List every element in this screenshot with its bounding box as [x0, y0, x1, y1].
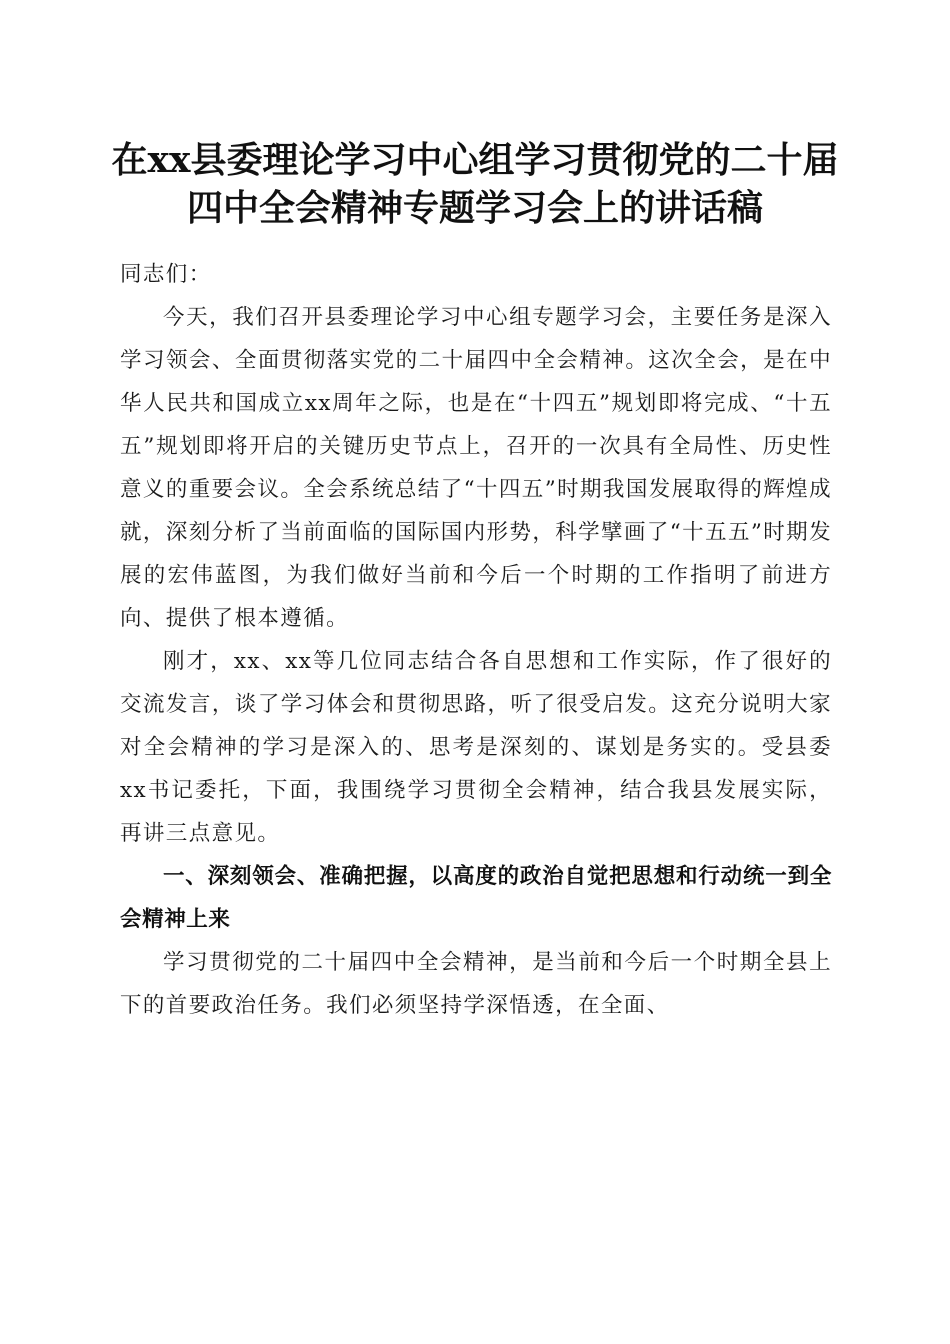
document-body: [120, 253, 832, 1027]
section-heading: 一、深刻领会、准确把握，以高度的政治自觉把思想和行动统一到全会精神上来: [120, 864, 832, 932]
salutation: 同志们：: [120, 262, 212, 287]
paragraph-second: 刚才，xx、xx等几位同志结合各自思想和工作实际，作了很好的交流发言，谈了学习体会和贯彻思路，听了很受启发。这充分说明大家对全会精神的学习是深入的、思考是深刻的、谋划是务实的。受县委xx书记委托，下面，我围绕学习贯彻全会精神，结合我县发展实际，再讲三点意见。: [120, 649, 832, 846]
document-title: 在xx县委理论学习中心组学习贯彻党的二十届四中全会精神专题学习会上的讲话稿: [111, 139, 839, 229]
paragraph-opening: 今天，我们召开县委理论学习中心组专题学习会，主要任务是深入学习领会、全面贯彻落实党的二十届四中全会精神。这次全会，是在中华人民共和国成立xx周年之际，也是在“十四五”规划即将完成、“十五五”规划即将开启的关键历史节点上，召开的一次具有全局性、历史性意义的重要会议。全会系统总结了“十四五”时期我国发展取得的辉煌成就，深刻分析了当前面临的国际国内形势，科学擘画了“十五五”时期发展的宏伟蓝图，为我们做好当前和今后一个时期的工作指明了前进方向、提供了根本遵循。: [120, 305, 832, 631]
section-paragraph: 学习贯彻党的二十届四中全会精神，是当前和今后一个时期全县上下的首要政治任务。我们必须坚持学深悟透，在全面、: [120, 950, 832, 1018]
